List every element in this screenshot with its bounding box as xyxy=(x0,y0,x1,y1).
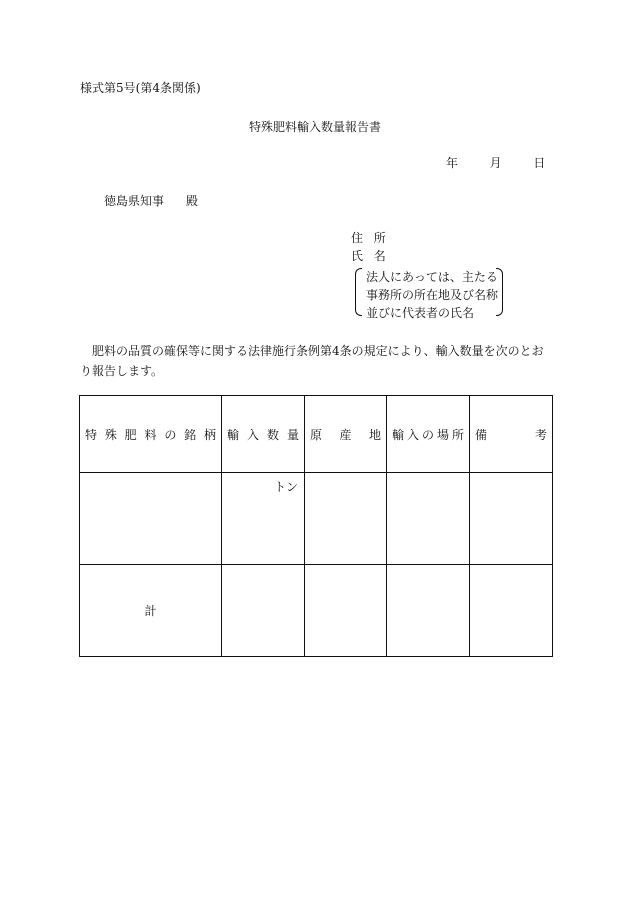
header-quantity xyxy=(222,396,305,473)
import-place-cell[interactable] xyxy=(387,473,470,565)
corporate-note xyxy=(355,268,503,320)
addressee xyxy=(104,195,198,207)
address-label: 住所 xyxy=(351,231,397,245)
origin-cell[interactable] xyxy=(305,473,387,565)
header-label: 備 考 xyxy=(475,427,547,442)
total-quantity-cell[interactable] xyxy=(222,565,305,657)
addressee-honorific: 殿 xyxy=(186,194,199,208)
total-remarks-cell[interactable] xyxy=(470,565,553,657)
addressee-name: 徳島県知事 xyxy=(104,194,165,208)
brand-cell[interactable] xyxy=(80,473,222,565)
total-import-place-cell[interactable] xyxy=(387,565,470,657)
header-label: 輸 入 の 場 所 xyxy=(392,427,464,442)
quantity-cell[interactable] xyxy=(222,473,305,565)
total-label: 計 xyxy=(144,604,157,618)
corporate-note-line: 事務所の所在地及び名称 xyxy=(366,288,499,302)
header-remarks xyxy=(470,396,553,473)
date-day: 日 xyxy=(533,156,546,170)
name-label: 氏名 xyxy=(351,249,397,263)
header-brand xyxy=(80,396,222,473)
date-month: 月 xyxy=(489,156,502,170)
date-year: 年 xyxy=(446,156,459,170)
total-origin-cell[interactable] xyxy=(305,565,387,657)
corporate-note-line: 法人にあっては、主たる xyxy=(366,270,498,284)
date-line xyxy=(446,157,545,169)
left-bracket xyxy=(355,268,362,316)
header-label: 輸 入 数 量 xyxy=(227,427,299,442)
remarks-cell[interactable] xyxy=(470,473,553,565)
body-text: 肥料の品質の確保等に関する法律施行条例第4条の規定により、輸入数量を次のとおり報告します。 xyxy=(80,344,544,378)
total-label-cell xyxy=(80,565,222,657)
table-header-row xyxy=(80,396,553,473)
corporate-note-line: 並びに代表者の氏名 xyxy=(366,306,475,320)
table-total-row xyxy=(80,565,553,657)
header-origin xyxy=(305,396,387,473)
header-label: 特 殊 肥 料 の 銘 柄 xyxy=(85,427,216,442)
table-row xyxy=(80,473,553,565)
form-number: 様式第5号(第4条関係) xyxy=(80,81,201,95)
header-label: 原 産 地 xyxy=(310,427,381,442)
header-import-place xyxy=(387,396,470,473)
report-table xyxy=(79,395,553,657)
quantity-unit: トン xyxy=(273,480,298,494)
document-title: 特殊肥料輸入数量報告書 xyxy=(248,120,381,134)
